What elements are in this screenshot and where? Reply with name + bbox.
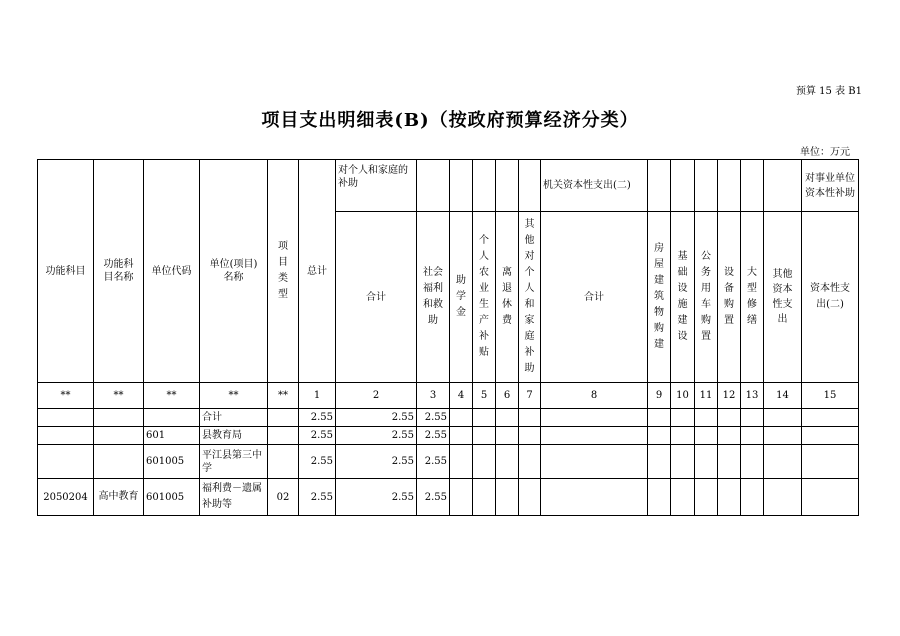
table-row: [38, 479, 859, 516]
index-row: [38, 383, 859, 409]
cell-unit-name: 县教育局: [200, 427, 268, 445]
header-row-1: [38, 160, 859, 212]
group-personal-blank-2: [450, 160, 473, 212]
cell-unit-code: 601005: [144, 479, 200, 516]
table-number-label: 预算 15 表 B1: [796, 86, 862, 97]
group-personal-family: 对个人和家庭的补助: [336, 160, 417, 212]
cell-unit-code: 601: [144, 427, 200, 445]
index-cell: 8: [541, 383, 648, 409]
cell-welfare: 2.55: [417, 409, 450, 427]
group-capital-blank-4: [718, 160, 741, 212]
index-cell: 15: [802, 383, 859, 409]
cell-func-code: 2050204: [38, 479, 94, 516]
cell-welfare: 2.55: [417, 427, 450, 445]
index-cell: **: [144, 383, 200, 409]
cell-func-code: [38, 445, 94, 479]
cell-project-type: 02: [268, 479, 299, 516]
group-public-institution: 对事业单位资本性补助: [802, 160, 859, 212]
index-cell: 13: [741, 383, 764, 409]
index-cell: 12: [718, 383, 741, 409]
group-personal-blank-3: [473, 160, 496, 212]
col-subtotal-capital: 合计: [541, 212, 648, 383]
unit-label: 单位：万元: [800, 147, 850, 158]
col-unit-name: 单位(项目)名称: [200, 160, 268, 383]
cell-project-type: [268, 427, 299, 445]
cell-subtotal-personal: 2.55: [336, 409, 417, 427]
group-personal-blank-4: [496, 160, 519, 212]
col-vehicle: 公务用车购置: [695, 212, 718, 383]
col-welfare: 社会福利和救助: [417, 212, 450, 383]
index-cell: **: [200, 383, 268, 409]
index-cell: 5: [473, 383, 496, 409]
cell-func-code: [38, 427, 94, 445]
index-cell: 2: [336, 383, 417, 409]
col-agri-subsidy: 个人农业生产补贴: [473, 212, 496, 383]
cell-total: 2.55: [299, 479, 336, 516]
cell-unit-code: 601005: [144, 445, 200, 479]
cell-func-name: [94, 427, 144, 445]
col-public-capital: 资本性支出(二): [802, 212, 859, 383]
index-cell: 4: [450, 383, 473, 409]
budget-table: [37, 159, 859, 516]
cell-func-name: 高中教育: [94, 479, 144, 516]
cell-unit-name: 平江县第三中学: [200, 445, 268, 479]
index-cell: 7: [519, 383, 541, 409]
group-capital-blank-3: [695, 160, 718, 212]
col-repair: 大型修缮: [741, 212, 764, 383]
table-row: [38, 409, 859, 427]
cell-func-name: [94, 445, 144, 479]
cell-func-name: [94, 409, 144, 427]
cell-unit-name: 福利费－遗属补助等: [200, 479, 268, 516]
index-cell: 3: [417, 383, 450, 409]
col-equipment: 设备购置: [718, 212, 741, 383]
table-row: [38, 445, 859, 479]
group-capital-blank-6: [764, 160, 802, 212]
group-capital-blank-1: [648, 160, 671, 212]
group-personal-blank-5: [519, 160, 541, 212]
col-building: 房屋建筑物购建: [648, 212, 671, 383]
col-grant: 助学金: [450, 212, 473, 383]
col-other-capital: 其他资本性支出: [764, 212, 802, 383]
index-cell: 9: [648, 383, 671, 409]
cell-welfare: 2.55: [417, 445, 450, 479]
cell-welfare: 2.55: [417, 479, 450, 516]
cell-unit-code: [144, 409, 200, 427]
col-total: 总计: [299, 160, 336, 383]
cell-total: 2.55: [299, 409, 336, 427]
index-cell: 14: [764, 383, 802, 409]
index-cell: 11: [695, 383, 718, 409]
group-capital-blank-2: [671, 160, 695, 212]
col-unit-code: 单位代码: [144, 160, 200, 383]
cell-subtotal-personal: 2.55: [336, 445, 417, 479]
index-cell: 1: [299, 383, 336, 409]
cell-subtotal-personal: 2.55: [336, 427, 417, 445]
col-infrastructure: 基础设施建设: [671, 212, 695, 383]
cell-func-code: [38, 409, 94, 427]
index-cell: **: [94, 383, 144, 409]
cell-total: 2.55: [299, 445, 336, 479]
group-personal-blank-1: [417, 160, 450, 212]
col-retirement: 离退休费: [496, 212, 519, 383]
cell-subtotal-personal: 2.55: [336, 479, 417, 516]
group-capital-blank-5: [741, 160, 764, 212]
col-func-name: 功能科目名称: [94, 160, 144, 383]
col-func-code: 功能科目: [38, 160, 94, 383]
cell-total: 2.55: [299, 427, 336, 445]
index-cell: 6: [496, 383, 519, 409]
index-cell: **: [268, 383, 299, 409]
col-other-personal: 其他对个人和家庭补助: [519, 212, 541, 383]
col-project-type: 项目类型: [268, 160, 299, 383]
group-capital: 机关资本性支出(二): [541, 160, 648, 212]
cell-unit-name: 合计: [200, 409, 268, 427]
cell-project-type: [268, 409, 299, 427]
table-row: [38, 427, 859, 445]
index-cell: **: [38, 383, 94, 409]
index-cell: 10: [671, 383, 695, 409]
page-title: 项目支出明细表(B)（按政府预算经济分类）: [261, 110, 639, 131]
col-subtotal-personal: 合计: [336, 212, 417, 383]
cell-project-type: [268, 445, 299, 479]
